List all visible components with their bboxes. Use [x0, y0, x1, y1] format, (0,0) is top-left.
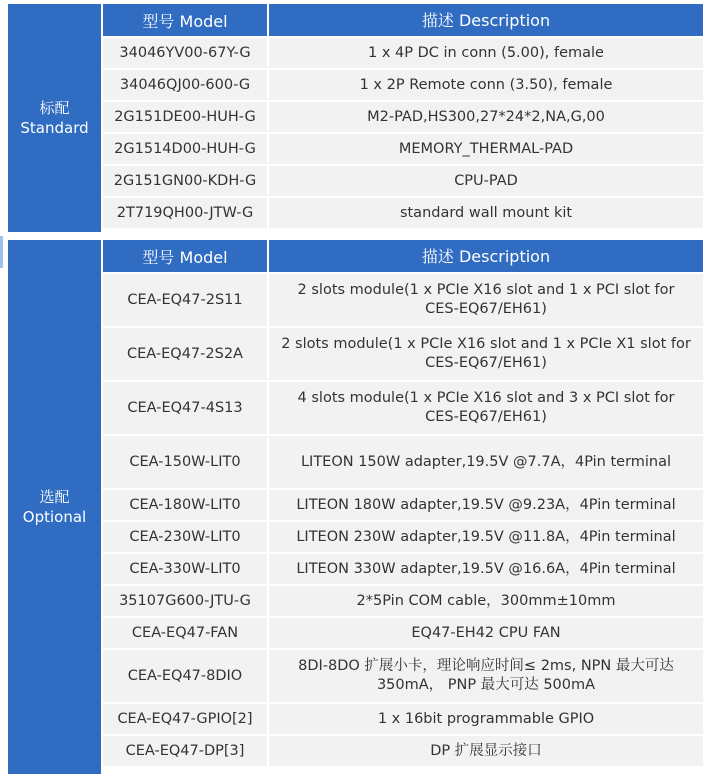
model-cell: CEA-EQ47-GPIO[2]: [103, 704, 267, 734]
optional-table: [103, 240, 703, 774]
description-cell: 2 slots module(1 x PCIe X16 slot and 1 x PCI slot for CES-EQ67/EH61): [269, 274, 703, 326]
description-cell: MEMORY_THERMAL-PAD: [269, 134, 703, 164]
model-cell: CEA-230W-LIT0: [103, 522, 267, 552]
model-cell: CEA-EQ47-FAN: [103, 618, 267, 648]
optional-section: [0, 236, 709, 776]
optional-row: [103, 618, 703, 648]
description-cell: LITEON 330W adapter,19.5V @16.6A，4Pin terminal: [269, 554, 703, 584]
optional-row: [103, 490, 703, 520]
model-cell: CEA-180W-LIT0: [103, 490, 267, 520]
optional-label-en: Optional: [22, 508, 87, 526]
description-cell: EQ47-EH42 CPU FAN: [269, 618, 703, 648]
standard-row: [103, 102, 703, 132]
description-cell: 1 x 16bit programmable GPIO: [269, 704, 703, 734]
description-cell: M2-PAD,HS300,27*24*2,NA,G,00: [269, 102, 703, 132]
standard-row: [103, 166, 703, 196]
model-cell: 2G151GN00-KDH-G: [103, 166, 267, 196]
optional-row: [103, 586, 703, 616]
model-cell: CEA-EQ47-4S13: [103, 382, 267, 434]
description-cell: 2 slots module(1 x PCIe X16 slot and 1 x PCIe X1 slot for CES-EQ67/EH61): [269, 328, 703, 380]
optional-row: [103, 328, 703, 380]
model-cell: 35107G600-JTU-G: [103, 586, 267, 616]
model-cell: CEA-EQ47-DP[3]: [103, 736, 267, 766]
description-cell: standard wall mount kit: [269, 198, 703, 228]
model-cell: 2G151DE00-HUH-G: [103, 102, 267, 132]
model-cell: CEA-EQ47-2S11: [103, 274, 267, 326]
header-model: 型号 Model: [103, 240, 267, 272]
header-model: 型号 Model: [103, 4, 267, 36]
description-cell: 1 x 2P Remote conn (3.50), female: [269, 70, 703, 100]
optional-row: [103, 704, 703, 734]
description-cell: DP 扩展显示接口: [269, 736, 703, 766]
optional-side-label: [8, 240, 101, 774]
description-cell: 1 x 4P DC in conn (5.00), female: [269, 38, 703, 68]
optional-row: [103, 736, 703, 766]
header-description: 描述 Description: [269, 240, 703, 272]
optional-row: [103, 554, 703, 584]
standard-label-en: Standard: [20, 119, 89, 137]
standard-row: [103, 134, 703, 164]
optional-row: [103, 274, 703, 326]
standard-side-label: [8, 4, 101, 232]
description-cell: 4 slots module(1 x PCIe X16 slot and 3 x PCI slot for CES-EQ67/EH61): [269, 382, 703, 434]
description-cell: LITEON 180W adapter,19.5V @9.23A，4Pin terminal: [269, 490, 703, 520]
standard-row: [103, 70, 703, 100]
optional-row: [103, 650, 703, 702]
standard-row: [103, 198, 703, 228]
standard-table: [103, 4, 703, 232]
optional-row: [103, 436, 703, 488]
model-cell: 2G1514D00-HUH-G: [103, 134, 267, 164]
optional-label-cn: 选配: [39, 488, 70, 506]
description-cell: CPU-PAD: [269, 166, 703, 196]
model-cell: CEA-EQ47-2S2A: [103, 328, 267, 380]
optional-row: [103, 382, 703, 434]
model-cell: 34046YV00-67Y-G: [103, 38, 267, 68]
description-cell: 8DI-8DO 扩展小卡，理论响应时间≤ 2ms, NPN 最大可达 350mA， PNP 最大可达 500mA: [269, 650, 703, 702]
description-cell: 2*5Pin COM cable，300mm±10mm: [269, 586, 703, 616]
standard-section: [0, 0, 709, 234]
optional-row: [103, 522, 703, 552]
description-cell: LITEON 150W adapter,19.5V @7.7A，4Pin terminal: [269, 436, 703, 488]
model-cell: CEA-150W-LIT0: [103, 436, 267, 488]
standard-row: [103, 38, 703, 68]
header-description: 描述 Description: [269, 4, 703, 36]
standard-label-cn: 标配: [39, 99, 70, 117]
description-cell: LITEON 230W adapter,19.5V @11.8A，4Pin terminal: [269, 522, 703, 552]
optional-header-row: [103, 240, 703, 272]
model-cell: 34046QJ00-600-G: [103, 70, 267, 100]
model-cell: CEA-330W-LIT0: [103, 554, 267, 584]
standard-header-row: [103, 4, 703, 36]
model-cell: 2T719QH00-JTW-G: [103, 198, 267, 228]
model-cell: CEA-EQ47-8DIO: [103, 650, 267, 702]
